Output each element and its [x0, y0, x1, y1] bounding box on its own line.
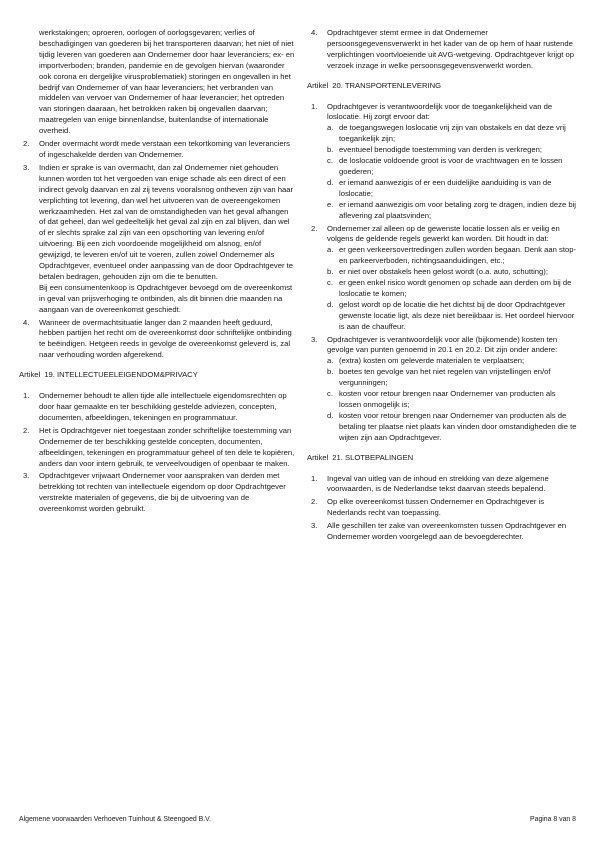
sub-item-letter: c.	[327, 278, 333, 288]
sub-list	[327, 356, 579, 443]
list-item	[307, 102, 579, 222]
sub-item	[327, 156, 579, 178]
sub-item-letter: d.	[327, 410, 334, 420]
sub-item-text: er iemand aanwezigis of er een duidelijke aanduiding is van de loslocatie;	[339, 177, 552, 198]
item-text: Opdrachtgever is verantwoordelijk voor de toegankelijkheid van de loslocatie. Hij zorgt ervoor dat:	[327, 101, 553, 122]
sub-item-text: kosten voor retour brengen naar Ondernemer van producten als de betaling ter plaatse niet plaats kan vinden door omstandigheden die te wijten zijn aan Opdrachtgever.	[339, 410, 577, 442]
sub-item-text: de loslocatie voldoende groot is voor de vrachtwagen en te lossen goederen;	[339, 156, 563, 176]
item-number: 4.	[23, 317, 30, 327]
article-19-continued-list	[307, 28, 579, 72]
item-text: Ingeval van uitleg van de inhoud en strekking van deze algemene voorwaarden, is de Nederlandse tekst daarvan steeds bepalend.	[327, 473, 549, 494]
sub-item-letter: b.	[327, 267, 334, 277]
article-19-heading	[19, 370, 295, 381]
sub-item-letter: d.	[327, 177, 334, 187]
sub-item	[327, 145, 579, 156]
article-title: 20. TRANSPORTENLEVERING	[332, 80, 442, 90]
list-item	[19, 139, 295, 161]
item-text: Opdrachtgever is verantwoordelijk voor alle (bijkomende) kosten ten gevolge van punten genoemd in 20.1 en 20.2. Dit zijn onder andere:	[327, 334, 558, 355]
sub-item-letter: c.	[327, 389, 333, 399]
sub-item-letter: a.	[327, 245, 334, 255]
item-number: 1.	[311, 473, 318, 483]
item-extra-text: Bij een consumentenkoop is Opdrachtgever bevoegd om de overeenkomst in geval van prijsverhoging te ontbinden, als dit binnen drie maanden na aangaan van de overeenkomst geschiedt.	[39, 282, 293, 314]
sub-item-text: eventueel benodigde toestemming van derden is verkregen;	[339, 145, 543, 155]
article-title: 21. SLOTBEPALINGEN	[332, 452, 414, 462]
item-number: 2.	[311, 497, 318, 507]
footer-document-title: Algemene voorwaarden Verhoeven Tuinhout & Steengoed B.V.	[19, 816, 212, 823]
list-item	[307, 335, 579, 444]
item-number: 2.	[23, 139, 30, 149]
sub-list	[327, 245, 579, 332]
item-number: 4.	[311, 28, 318, 37]
item-text: Onder overmacht wordt mede verstaan een tekortkoming van leveranciers of ingeschakelde derden van Ondernemer.	[39, 139, 290, 159]
list-item	[307, 224, 579, 333]
article-title: 19. INTELLECTUEELEIGENDOM&PRIVACY	[44, 370, 198, 380]
sub-item	[327, 389, 579, 411]
sub-item	[327, 300, 579, 333]
continued-paragraph: werkstakingen; oproeren, oorlogen of oorlogsgevaren; verlies of beschadigingen van goederen bij het transporteren daarvan; het niet of niet tijdig leveren van goederen aan Ondernemer door haar leveranciers; ex- en importverboden; branden, pandemie en de gevolgen hiervan (waaronder ook corona en dergelijke virusproblematiek) storingen en ongevallen in het bedrijf van Ondernemer of van haar leveranciers; het verbranden van middelen van vervoer van Ondernemer of haar leverancier; het optreden van storingen daaraan, het betrokken raken bij ongevallen daarvan; maatregelen van enige binnenlandse, buitenlandse of internationale overheid.	[39, 28, 295, 136]
article-19-list	[19, 391, 295, 515]
item-number: 3.	[311, 334, 318, 344]
sub-list	[327, 123, 579, 221]
article-label: Artikel	[307, 80, 329, 90]
item-number: 1.	[311, 101, 318, 111]
sub-item-text: er niet over obstakels heen gelost wordt (o.a. auto, schutting);	[339, 267, 548, 277]
footer-page-number: Pagina 8 van 8	[530, 816, 576, 823]
item-text: Alle geschillen ter zake van overeenkomsten tussen Opdrachtgever en Ondernemer worden voorgelegd aan de bevoegderechter.	[327, 521, 567, 542]
sub-item-letter: b.	[327, 145, 334, 155]
sub-item-text: kosten voor retour brengen naar Ondernemer van producten als lossen onmogelijk is;	[339, 389, 556, 409]
item-text: Opdrachtgever vrijwaart Ondernemer voor aanspraken van derden met betrekking tot rechten van intellectuele eigendom op door Opdrachtgever verstrekte materialen of gegevens, die bij de uitvoering van de overeenkomst worden gebruikt.	[39, 471, 286, 514]
overmacht-list	[19, 139, 295, 361]
sub-item-text: er geen enkel risico wordt genomen op schade aan derden om bij de loslocatie te komen;	[339, 278, 572, 298]
item-text: Opdrachtgever stemt ermee in dat Ondernemer persoonsgegevensverwerkt in het kader van de op hem of haar rustende verplichtingen voortvloeiende uit AVG-wetgeving. Opdrachtgever krijgt op verzoek inzage in welke persoonsgegevensverwerkt worden.	[327, 28, 575, 70]
sub-item	[327, 245, 579, 267]
sub-item	[327, 411, 579, 444]
list-item	[19, 318, 295, 362]
item-number: 2.	[23, 425, 30, 435]
sub-item-letter: d.	[327, 299, 334, 309]
item-text: Het is Opdrachtgever niet toegestaan zonder schriftelijke toestemming van Ondernemer de ter beschikking gestelde concepten, documenten, afbeeldingen, tekeningen en programmatuur geheel of ten dele te kopiëren, anders dan voor intern gebruik, te verveelvoudigen of openbaar te maken.	[39, 425, 295, 468]
sub-item	[327, 278, 579, 300]
article-21-heading	[307, 453, 579, 464]
sub-item-text: (extra) kosten om geleverde materialen te verplaatsen;	[339, 356, 525, 366]
left-column	[19, 28, 295, 517]
sub-item-letter: a.	[327, 356, 334, 366]
article-20-list	[307, 102, 579, 444]
sub-item-letter: b.	[327, 367, 334, 377]
article-label: Artikel	[307, 452, 329, 462]
item-text: Wanneer de overmachtsituatie langer dan 2 maanden heeft geduurd, hebben partijen het recht om de overeenkomst door schriftelijke ontbinding te beëindigen. Hetgeen reeds in gevolge de overeenkomst geleverd is, zal naar verhouding worden afgerekend.	[39, 317, 292, 360]
article-21-list	[307, 474, 579, 543]
item-number: 3.	[23, 162, 30, 172]
sub-item-letter: c.	[327, 156, 333, 166]
list-item	[19, 163, 295, 316]
sub-item-text: boetes ten gevolge van het niet regelen van vrijstellingen en/of vergunningen;	[339, 367, 551, 388]
sub-item-text: er iemand aanwezigis om voor betaling zorg te dragen, indien deze bij aflevering zal plaatsvinden;	[339, 199, 577, 220]
sub-item	[327, 367, 579, 389]
item-number: 3.	[23, 471, 30, 481]
list-item	[307, 521, 579, 543]
sub-item	[327, 356, 579, 367]
sub-item-text: de toegangswegen loslocatie vrij zijn van obstakels en dat deze vrij toegankelijk zijn;	[339, 123, 566, 144]
item-text: Ondernemer zal alleen op de gewenste locatie lossen als er veilig en volgens de geldende regels gewerkt kan worden. Dit houdt in dat:	[327, 223, 560, 244]
sub-item	[327, 267, 579, 278]
list-item	[307, 28, 579, 72]
sub-item	[327, 123, 579, 145]
item-number: 3.	[311, 521, 318, 531]
item-number: 1.	[23, 391, 30, 401]
list-item	[19, 391, 295, 424]
item-text: Op elke overeenkomst tussen Ondernemer en Opdrachtgever is Nederlands recht van toepassing.	[327, 497, 545, 518]
list-item	[307, 497, 579, 519]
right-column	[307, 28, 579, 545]
article-label: Artikel	[19, 370, 41, 380]
sub-item-letter: a.	[327, 123, 334, 133]
sub-item-text: gelost wordt op de locatie die het dichtst bij de door Opdrachtgever gewenste locatie ligt, als deze niet bereikbaar is. Het oordeel hiervoor is aan de chauffeur.	[339, 299, 575, 331]
list-item	[19, 426, 295, 470]
sub-item	[327, 178, 579, 200]
item-text: Ondernemer behoudt te allen tijde alle intellectuele eigendomsrechten op door haar gemaakte en ter beschikking gestelde adviezen, concepten, documenten, afbeeldingen, tekeningen en programmatuur.	[39, 391, 287, 422]
item-text: Indien er sprake is van overmacht, dan zal Ondernemer niet gehouden kunnen worden tot het vergoeden van enige schade als een direct of een indirect gevolg daarvan en zal zij tevens vooralsnog ontheven zijn van haar verplichting tot levering, dan wel het uitvoeren van de overeengekomen werkzaamheden. Het zal van de omstandigheden van het geval afhangen of dat geheel, dan wel gedeeltelijk het geval zal zijn en zal blijven, dan wel of er slechts sprake zal zijn van een opschorting van levering en/of uitvoering. Bij een zich voordoende mogelijkheid om alsnog, en/of gewijzigd, te leveren en/of uit te voeren, zullen zowel Ondernemer als Opdrachtgever, eventueel onder aanpassing van de door Opdrachtgever te betalen bedragen, gehouden zijn om die te benutten.	[39, 162, 294, 281]
list-item	[19, 471, 295, 515]
list-item	[307, 474, 579, 496]
sub-item-letter: e.	[327, 199, 334, 209]
article-20-heading	[307, 81, 579, 92]
sub-item-text: er geen verkeersovertredingen zullen worden begaan. Denk aan stop- en parkeerverboden, richtingsaanduidingen, etc.;	[339, 245, 577, 266]
sub-item	[327, 200, 579, 222]
item-number: 2.	[311, 223, 318, 233]
